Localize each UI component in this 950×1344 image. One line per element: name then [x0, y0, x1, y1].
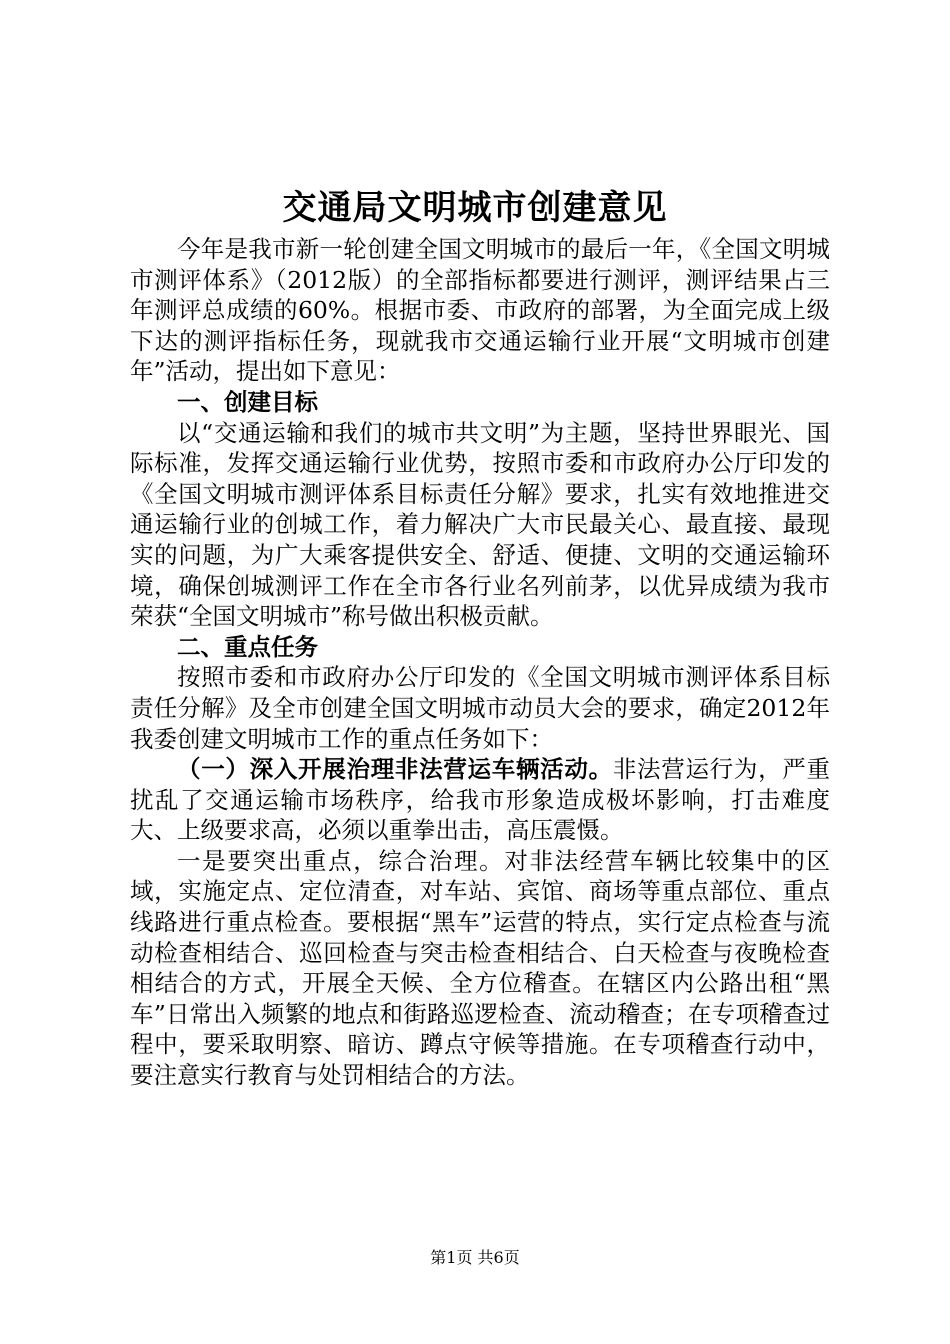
intro-paragraph: 今年是我市新一轮创建全国文明城市的最后一年，《全国文明城市测评体系》（2012版）的全部指标都要进行测评，测评结果占三年测评总成绩的60%。根据市委、市政府的部署，为全面完成上级下达的测评指标任务，现就我市交通运输行业开展“文明城市创建年”活动，提出如下意见：	[130, 235, 830, 386]
goals-paragraph: 以“交通运输和我们的城市共文明”为主题，坚持世界眼光、国际标准，发挥交通运输行业优势，按照市委和市政府办公厅印发的《全国文明城市测评体系目标责任分解》要求，扎实有效地推进交通运输行业的创城工作，着力解决广大市民最关心、最直接、最现实的问题，为广大乘客提供安全、舒适、便捷、文明的交通运输环境，确保创城测评工作在全市各行业名列前茅，以优异成绩为我市荣获“全国文明城市”称号做出积极贡献。	[130, 418, 830, 631]
task-one-lead: （一）深入开展治理非法营运车辆活动。	[177, 755, 613, 784]
task-one-text: 非法营运行为，严重扰乱了交通运输市场秩序，给我市形象造成极坏影响，打击难度大、上级要求高，必须以重拳出击，高压震慑。	[130, 755, 831, 845]
page-number-footer: 第1页 共6页	[430, 1248, 520, 1267]
document-title: 交通局文明城市创建意见	[282, 188, 668, 228]
task-one-detail-paragraph: 一是要突出重点，综合治理。对非法经营车辆比较集中的区域，实施定点、定位清查，对车站、宾馆、商场等重点部位、重点线路进行重点检查。要根据“黑车”运营的特点，实行定点检查与流动检查相结合、巡回检查与突击检查相结合、白天检查与夜晚检查相结合的方式，开展全天候、全方位稽查。在辖区内公路出租“黑车”日常出入频繁的地点和街路巡逻检查、流动稽查；在专项稽查过程中，要采取明察、暗访、蹲点守候等措施。在专项稽查行动中，要注意实行教育与处罚相结合的方法。	[130, 846, 830, 1090]
document-body	[130, 234, 830, 1091]
section-heading-tasks: 二、重点任务	[177, 632, 318, 661]
tasks-intro-paragraph: 按照市委和市政府办公厅印发的《全国文明城市测评体系目标责任分解》及全市创建全国文明城市动员大会的要求，确定2012年我委创建文明城市工作的重点任务如下：	[130, 663, 830, 753]
task-one-paragraph	[130, 754, 830, 846]
section-heading-goals: 一、创建目标	[177, 387, 318, 416]
